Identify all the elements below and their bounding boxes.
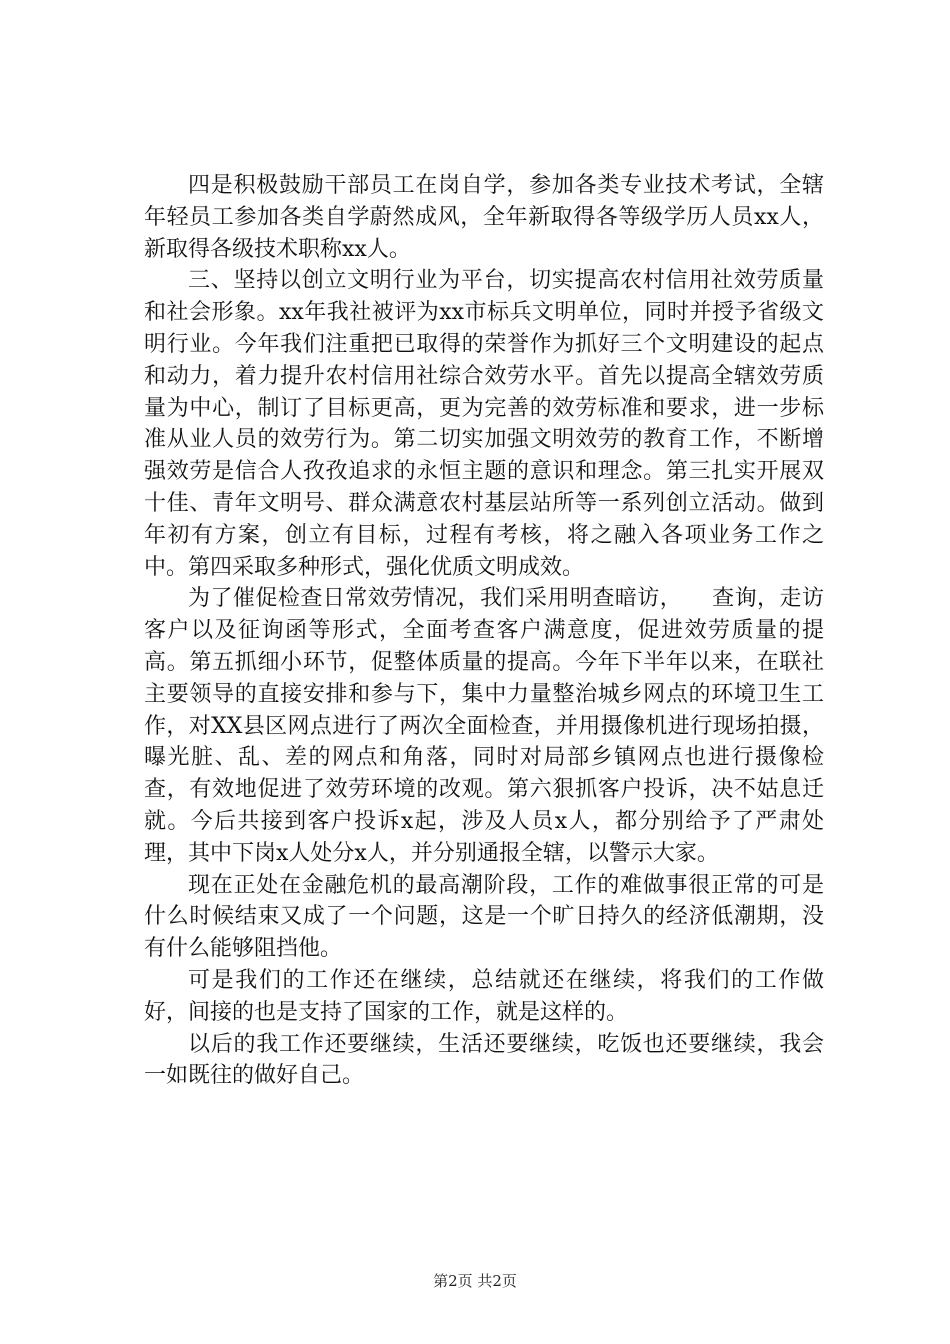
- paragraph-6: 以后的我工作还要继续，生活还要继续，吃饭也还要继续，我会一如既往的做好自己。: [144, 1031, 824, 1089]
- page-footer: 第2页 共2页: [433, 1272, 517, 1290]
- paragraph-5: 可是我们的工作还在继续，总结就还在继续，将我们的工作做好，间接的也是支持了国家的工作，就是这样的。: [144, 967, 824, 1025]
- paragraph-1: 四是积极鼓励干部员工在岗自学，参加各类专业技术考试，全辖年轻员工参加各类自学蔚然成风，全年新取得各等级学历人员xx人，新取得各级技术职称xx人。: [144, 173, 824, 262]
- paragraph-2: 三、坚持以创立文明行业为平台，切实提高农村信用社效劳质量和社会形象。xx年我社被评为xx市标兵文明单位，同时并授予省级文明行业。今年我们注重把已取得的荣誉作为抓好三个文明建设的起点和动力，着力提升农村信用社综合效劳水平。首先以提高全辖效劳质量为中心，制订了目标更高，更为完善的效劳标准和要求，进一步标准从业人员的效劳行为。第二切实加强文明效劳的教育工作，不断增强效劳是信合人孜孜追求的永恒主题的意识和理念。第三扎实开展双十佳、青年文明号、群众满意农村基层站所等一系列创立活动。做到年初有方案，创立有目标，过程有考核，将之融入各项业务工作之中。第四采取多种形式，强化优质文明成效。: [144, 268, 824, 580]
- paragraph-4: 现在正处在金融危机的最高潮阶段，工作的难做事很正常的可是什么时候结束又成了一个问题，这是一个旷日持久的经济低潮期，没有什么能够阻挡他。: [144, 872, 824, 962]
- paragraph-3: 为了催促检查日常效劳情况，我们采用明查暗访， 查询，走访客户以及征询函等形式，全面考查客户满意度，促进效劳质量的提高。第五抓细小环节，促整体质量的提高。今年下半年以来，在联社主要领导的直接安排和参与下，集中力量整治城乡网点的环境卫生工作，对XX县区网点进行了两次全面检查，并用摄像机进行现场拍摄，曝光脏、乱、差的网点和角落，同时对局部乡镇网点也进行摄像检查，有效地促进了效劳环境的改观。第六狠抓客户投诉，决不姑息迁就。今后共接到客户投诉x起，涉及人员x人，都分别给予了严肃处理，其中下岗x人处分x人，并分别通报全辖，以警示大家。: [144, 586, 824, 866]
- document-body: [144, 170, 824, 1092]
